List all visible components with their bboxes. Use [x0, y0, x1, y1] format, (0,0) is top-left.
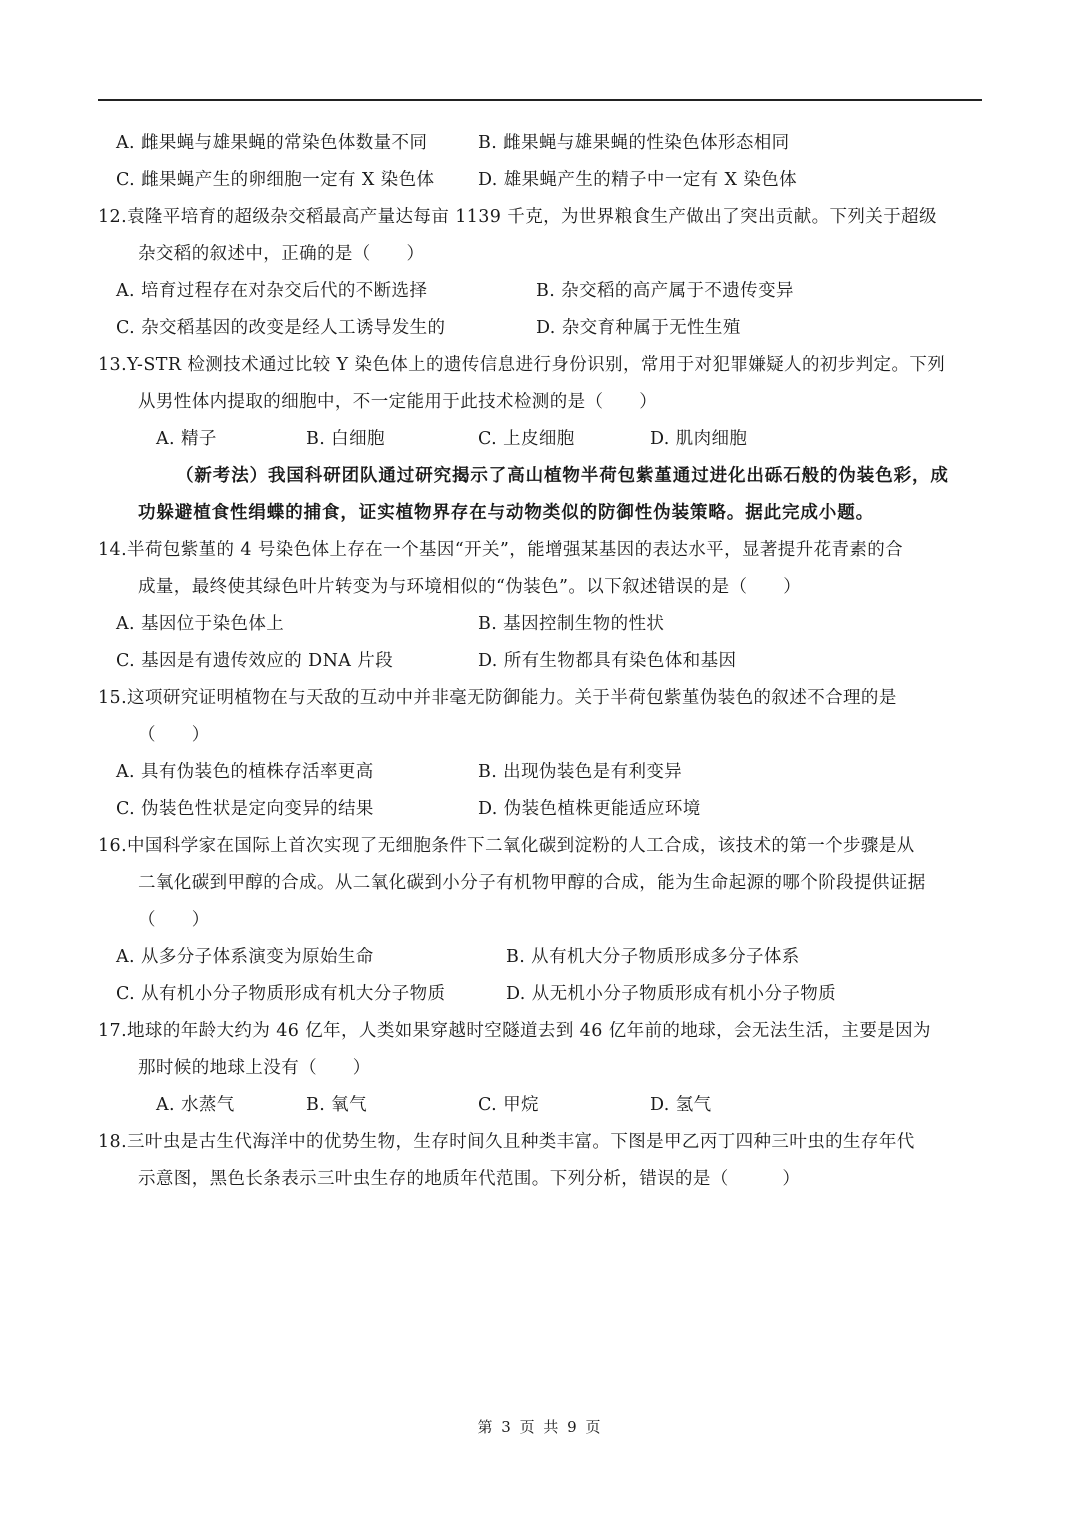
q11-option-a: A. 雌果蝇与雄果蝇的常染色体数量不同: [116, 133, 428, 153]
q14-stem-line1: 14.半荷包紫堇的 4 号染色体上存在一个基因“开关”，能增强某基因的表达水平，显著提升花青素的合: [98, 540, 904, 560]
q12-option-d: D. 杂交育种属于无性生殖: [536, 318, 741, 338]
q17-option-d: D. 氢气: [650, 1095, 712, 1115]
q15-option-c: C. 伪装色性状是定向变异的结果: [116, 799, 374, 819]
q12-stem-line1: 12.袁隆平培育的超级杂交稻最高产量达每亩 1139 千克，为世界粮食生产做出了突出贡献。下列关于超级: [98, 207, 937, 227]
q15-option-b: B. 出现伪装色是有利变异: [478, 762, 683, 782]
q14-option-d: D. 所有生物都具有染色体和基因: [478, 651, 737, 671]
q15-stem-line1: 15.这项研究证明植物在与天敌的互动中并非毫无防御能力。关于半荷包紫堇伪装色的叙述不合理的是: [98, 688, 897, 708]
q17-stem-line2: 那时候的地球上没有（ ）: [138, 1058, 371, 1078]
q14-option-c: C. 基因是有遗传效应的 DNA 片段: [116, 651, 394, 671]
q14-option-a: A. 基因位于染色体上: [116, 614, 285, 634]
q13-option-b: B. 白细胞: [306, 429, 385, 449]
q16-option-d: D. 从无机小分子物质形成有机小分子物质: [506, 984, 837, 1004]
q12-stem-line2: 杂交稻的叙述中，正确的是（ ）: [138, 244, 425, 264]
header-rule: [98, 99, 982, 101]
q15-stem-line2: （ ）: [138, 725, 210, 745]
q13-option-d: D. 肌肉细胞: [650, 429, 748, 449]
q15-option-d: D. 伪装色植株更能适应环境: [478, 799, 701, 819]
q11-option-b: B. 雌果蝇与雄果蝇的性染色体形态相同: [478, 133, 790, 153]
q17-stem-line1: 17.地球的年龄大约为 46 亿年，人类如果穿越时空隧道去到 46 亿年前的地球，会无法生活，主要是因为: [98, 1021, 931, 1041]
q13-option-c: C. 上皮细胞: [478, 429, 575, 449]
q17-option-b: B. 氧气: [306, 1095, 367, 1115]
q16-stem-line2: 二氧化碳到甲醇的合成。从二氧化碳到小分子有机物甲醇的合成，能为生命起源的哪个阶段提供证据: [138, 873, 926, 893]
q16-option-a: A. 从多分子体系演变为原始生命: [116, 947, 374, 967]
q12-option-a: A. 培育过程存在对杂交后代的不断选择: [116, 281, 428, 301]
q18-stem-line1: 18.三叶虫是古生代海洋中的优势生物，生存时间久且种类丰富。下图是甲乙丙丁四种三叶虫的生存年代: [98, 1132, 915, 1152]
q16-stem-line1: 16.中国科学家在国际上首次实现了无细胞条件下二氧化碳到淀粉的人工合成，该技术的第一个步骤是从: [98, 836, 915, 856]
q13-option-a: A. 精子: [156, 429, 217, 449]
q14-option-b: B. 基因控制生物的性状: [478, 614, 665, 634]
q16-option-c: C. 从有机小分子物质形成有机大分子物质: [116, 984, 446, 1004]
q13-stem-line1: 13.Y-STR 检测技术通过比较 Y 染色体上的遗传信息进行身份识别，常用于对犯罪嫌疑人的初步判定。下列: [98, 355, 946, 375]
q17-option-a: A. 水蒸气: [156, 1095, 235, 1115]
q13-stem-line2: 从男性体内提取的细胞中，不一定能用于此技术检测的是（ ）: [138, 392, 658, 412]
q14-stem-line2: 成量，最终使其绿色叶片转变为与环境相似的“伪装色”。以下叙述错误的是（ ）: [138, 577, 802, 597]
page-footer: 第 3 页 共 9 页: [477, 1418, 603, 1436]
q16-stem-line3: （ ）: [138, 910, 210, 930]
material-line1: （新考法）我国科研团队通过研究揭示了高山植物半荷包紫堇通过进化出砾石般的伪装色彩，成: [176, 466, 949, 486]
q11-option-d: D. 雄果蝇产生的精子中一定有 X 染色体: [478, 170, 798, 190]
q12-option-b: B. 杂交稻的高产属于不遗传变异: [536, 281, 794, 301]
material-line2: 功躲避植食性绢蝶的捕食，证实植物界存在与动物类似的防御性伪装策略。据此完成小题。: [138, 503, 874, 523]
q16-option-b: B. 从有机大分子物质形成多分子体系: [506, 947, 800, 967]
q18-stem-line2: 示意图，黑色长条表示三叶虫生存的地质年代范围。下列分析，错误的是（ ）: [138, 1169, 801, 1189]
q11-option-c: C. 雌果蝇产生的卵细胞一定有 X 染色体: [116, 170, 435, 190]
q12-option-c: C. 杂交稻基因的改变是经人工诱导发生的: [116, 318, 446, 338]
q15-option-a: A. 具有伪装色的植株存活率更高: [116, 762, 374, 782]
q17-option-c: C. 甲烷: [478, 1095, 539, 1115]
